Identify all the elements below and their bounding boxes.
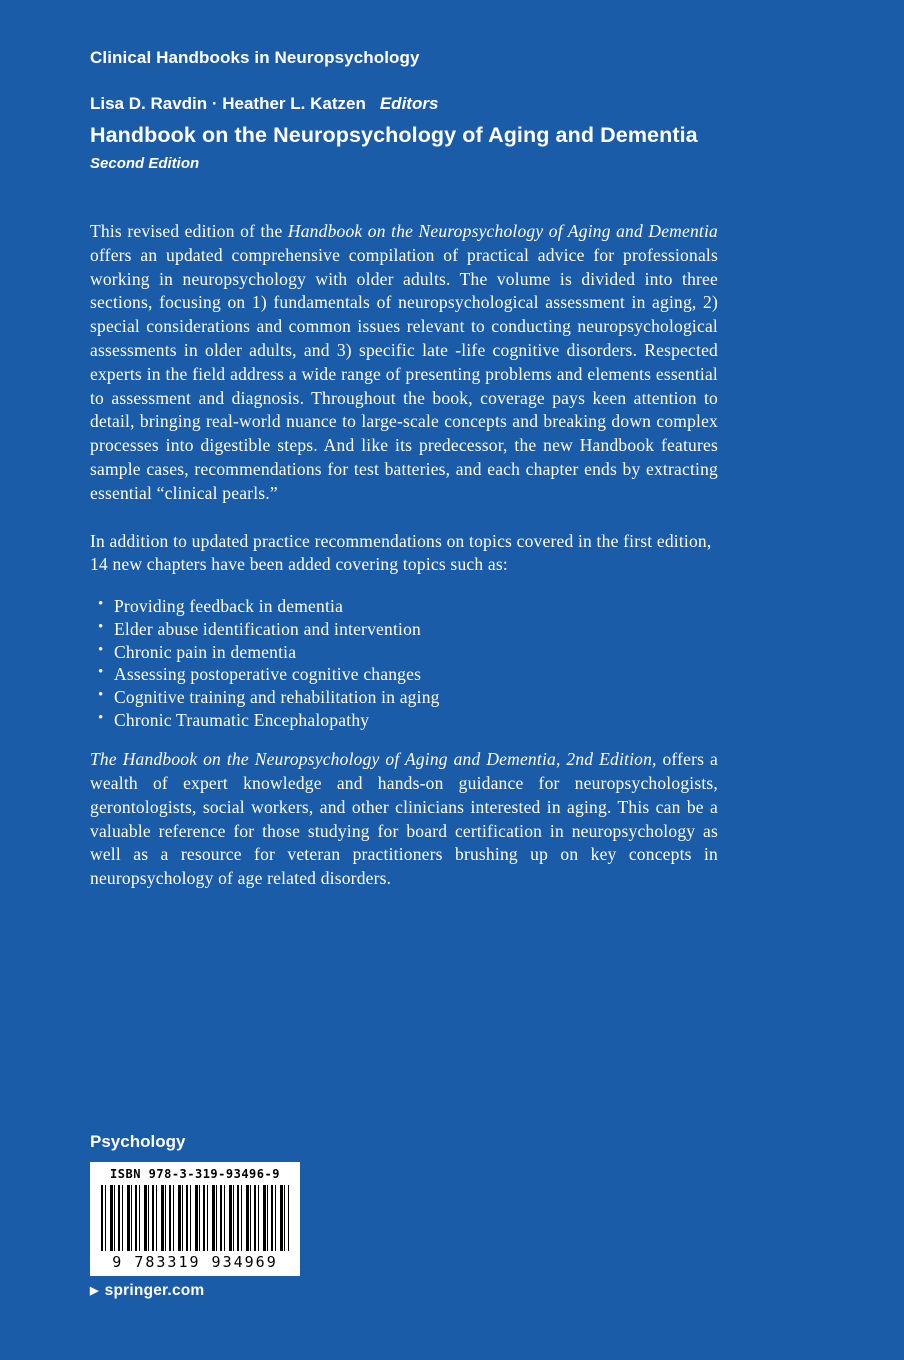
- para3-book-name-italic: The Handbook on the Neuropsychology of Aging and Dementia, 2nd Edition,: [90, 749, 657, 770]
- list-item: • Chronic pain in dementia: [114, 641, 718, 664]
- edition-label: Second Edition: [90, 155, 200, 172]
- barcode-panel: [90, 1162, 300, 1276]
- barcode-icon: [101, 1185, 289, 1251]
- description-paragraph-1: [90, 220, 718, 506]
- para1-book-name-italic: Handbook on the Neuropsychology of Aging and Dementia: [287, 221, 718, 241]
- para1-pre: This revised edition of the: [90, 221, 288, 241]
- list-item: • Providing feedback in dementia: [114, 595, 718, 618]
- isbn-label: ISBN 978-3-319-93496-9: [110, 1167, 280, 1181]
- authors-line: [90, 94, 718, 114]
- arrow-right-icon: ▶: [90, 1285, 99, 1297]
- barcode-digits: 9 783319 934969: [112, 1253, 278, 1271]
- publisher-url-line: [90, 1282, 204, 1300]
- book-title: Handbook on the Neuropsychology of Aging and Dementia: [90, 123, 698, 147]
- authors-names: Lisa D. Ravdin · Heather L. Katzen: [90, 94, 366, 113]
- list-item: • Chronic Traumatic Encephalopathy: [114, 709, 718, 732]
- list-item: • Elder abuse identification and intervention: [114, 618, 718, 641]
- list-item: • Assessing postoperative cognitive changes: [114, 663, 718, 686]
- category-label: Psychology: [90, 1132, 186, 1151]
- description-paragraph-2: In addition to updated practice recommendations on topics covered in the first edition, 14 new chapters have been added covering topics such as:: [90, 530, 712, 575]
- para1-post: offers an updated comprehensive compilation of practical advice for professionals working in neuropsychology with older adults. The volume is divided into three sections, focusing on 1) fundamentals of neuropsychological assessment in aging, 2) special considerations and common issues relevant to conducting neuropsychological assessments in older adults, and 3) specific late -life cognitive disorders. Respected experts in the field address a wide range of presenting problems and elements essential to assessment and diagnosis. Throughout the book, coverage pays keen attention to detail, bringing real-world nuance to large-scale concepts and breaking down complex processes into digestible steps. And like its predecessor, the new Handbook features sample cases, recommendations for test batteries, and each chapter ends by extracting essential “clinical pearls.”: [90, 244, 718, 503]
- editors-label: Editors: [379, 94, 439, 113]
- publisher-url: springer.com: [104, 1282, 205, 1299]
- topics-bullet-list: [90, 595, 718, 733]
- list-item: • Cognitive training and rehabilitation in aging: [114, 686, 718, 709]
- series-title: Clinical Handbooks in Neuropsychology: [90, 48, 420, 67]
- description-paragraph-3: [90, 748, 718, 891]
- para3-post: offers a wealth of expert knowledge and hands-on guidance for neuropsychologists, gerontologists, social workers, and other clinicians interested in aging. This can be a valuable reference for those studying for board certification in neuropsychology as well as a resource for veteran practitioners brushing up on key concepts in neuropsychology of age related disorders.: [90, 749, 718, 889]
- cover-content: [90, 0, 718, 908]
